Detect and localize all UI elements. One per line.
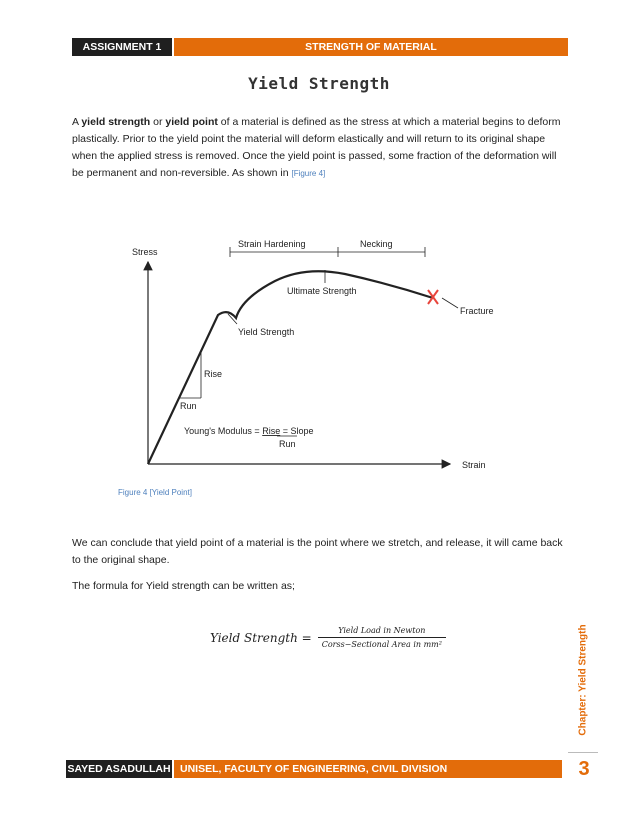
run-label: Run [180,401,197,411]
header-assignment: ASSIGNMENT 1 [72,38,172,56]
necking-label: Necking [360,239,393,249]
rise-label: Rise [204,369,223,379]
figure-caption: Figure 4 [Yield Point] [118,488,192,497]
footer-author: SAYED ASADULLAH [66,760,172,778]
youngs-modulus-run: Run [279,439,296,449]
formula-intro: The formula for Yield strength can be written as; [72,580,295,592]
fracture-label: Fracture [460,306,494,316]
yield-strength-label: Yield Strength [238,327,295,337]
chapter-title: Chapter: Yield Strength [577,624,589,736]
yield-strength-formula [210,626,446,649]
intro-text-3: of a material is defined as the stress at which a material begins to deform plastically. Prior to the yield point the material will deform elastically and will return to its original shape when the applied stress is removed. Once the yield point is passed, some fraction of the deformation will be permanent and non-reversible. As shown in [72,116,561,179]
figure-reference-link[interactable]: [Figure 4] [291,169,326,178]
header-subject: STRENGTH OF MATERIAL [174,38,568,56]
intro-text-2: or [150,116,166,128]
strain-axis-label: Strain [462,460,486,470]
page-number: 3 [578,758,590,780]
side-divider [568,752,598,753]
stress-strain-diagram [100,228,530,478]
intro-text-1: A [72,116,82,128]
conclusion-paragraph: We can conclude that yield point of a material is the point where we stretch, and release, it will came back to the original shape. [72,537,563,566]
page-title: Yield Strength [248,74,390,93]
intro-paragraph [72,114,570,182]
footer-institution: UNISEL, FACULTY OF ENGINEERING, CIVIL DIVISION [174,760,562,778]
strain-hardening-label: Strain Hardening [238,239,306,249]
fracture-pointer [442,298,458,308]
term-yield-point: yield point [165,116,218,128]
stress-axis-label: Stress [132,247,158,257]
formula-denominator: Corss−Sectional Area in mm² [318,637,446,649]
chapter-side-label [568,600,598,760]
ultimate-strength-label: Ultimate Strength [287,286,357,296]
youngs-modulus-text: Young's Modulus = Rise = Slope [184,426,314,436]
term-yield-strength: yield strength [81,116,151,128]
formula-lhs: Yield Strength = [210,630,312,645]
formula-numerator: Yield Load in Newton [338,626,426,635]
formula-fraction [318,626,446,649]
